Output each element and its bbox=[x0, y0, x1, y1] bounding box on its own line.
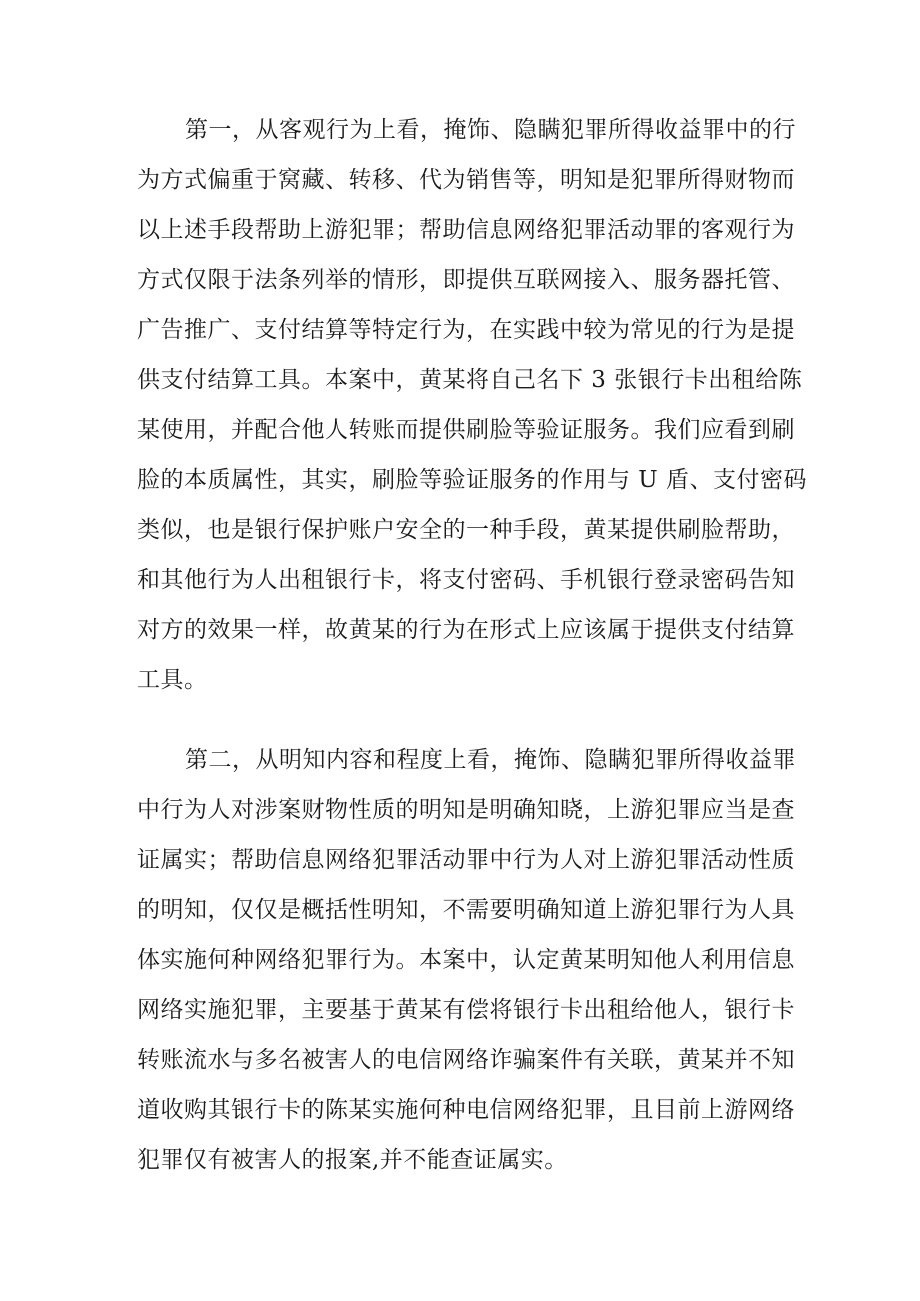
paragraph-line: 转账流水与多名被害人的电信网络诈骗案件有关联，黄某并不知 bbox=[137, 1047, 795, 1073]
paragraph-line: 脸的本质属性，其实，刷脸等验证服务的作用与 U 盾、支付密码 bbox=[137, 467, 808, 493]
paragraph-line: 为方式偏重于窝藏、转移、代为销售等，明知是犯罪所得财物而 bbox=[137, 167, 795, 193]
paragraph-line: 广告推广、支付结算等特定行为，在实践中较为常见的行为是提 bbox=[137, 317, 795, 343]
paragraph-line: 对方的效果一样，故黄某的行为在形式上应该属于提供支付结算 bbox=[137, 617, 795, 643]
paragraph-line: 第一，从客观行为上看，掩饰、隐瞒犯罪所得收益罪中的行 bbox=[185, 117, 796, 143]
paragraph-line: 体实施何种网络犯罪行为。本案中，认定黄某明知他人利用信息 bbox=[137, 947, 795, 973]
paragraph-line: 网络实施犯罪，主要基于黄某有偿将银行卡出租给他人，银行卡 bbox=[137, 997, 795, 1023]
paragraph-line: 犯罪仅有被害人的报案,并不能查证属实。 bbox=[137, 1147, 568, 1173]
paragraph-line: 工具。 bbox=[137, 667, 208, 693]
paragraph-line: 供支付结算工具。本案中，黄某将自己名下 3 张银行卡出租给陈 bbox=[137, 367, 803, 393]
paragraph-line: 证属实；帮助信息网络犯罪活动罪中行为人对上游犯罪活动性质 bbox=[137, 847, 795, 873]
paragraph-line: 第二，从明知内容和程度上看，掩饰、隐瞒犯罪所得收益罪 bbox=[185, 747, 796, 773]
paragraph-line: 的明知，仅仅是概括性明知，不需要明确知道上游犯罪行为人具 bbox=[137, 897, 795, 923]
paragraph-line: 以上述手段帮助上游犯罪；帮助信息网络犯罪活动罪的客观行为 bbox=[137, 217, 795, 243]
paragraph-line: 中行为人对涉案财物性质的明知是明确知晓，上游犯罪应当是查 bbox=[137, 797, 795, 823]
paragraph-line: 道收购其银行卡的陈某实施何种电信网络犯罪，且目前上游网络 bbox=[137, 1097, 795, 1123]
paragraph-line: 类似，也是银行保护账户安全的一种手段，黄某提供刷脸帮助， bbox=[137, 517, 795, 543]
paragraph-line: 某使用，并配合他人转账而提供刷脸等验证服务。我们应看到刷 bbox=[137, 417, 795, 443]
paragraph-line: 和其他行为人出租银行卡，将支付密码、手机银行登录密码告知 bbox=[137, 567, 795, 593]
paragraph-line: 方式仅限于法条列举的情形，即提供互联网接入、服务器托管、 bbox=[137, 267, 795, 293]
